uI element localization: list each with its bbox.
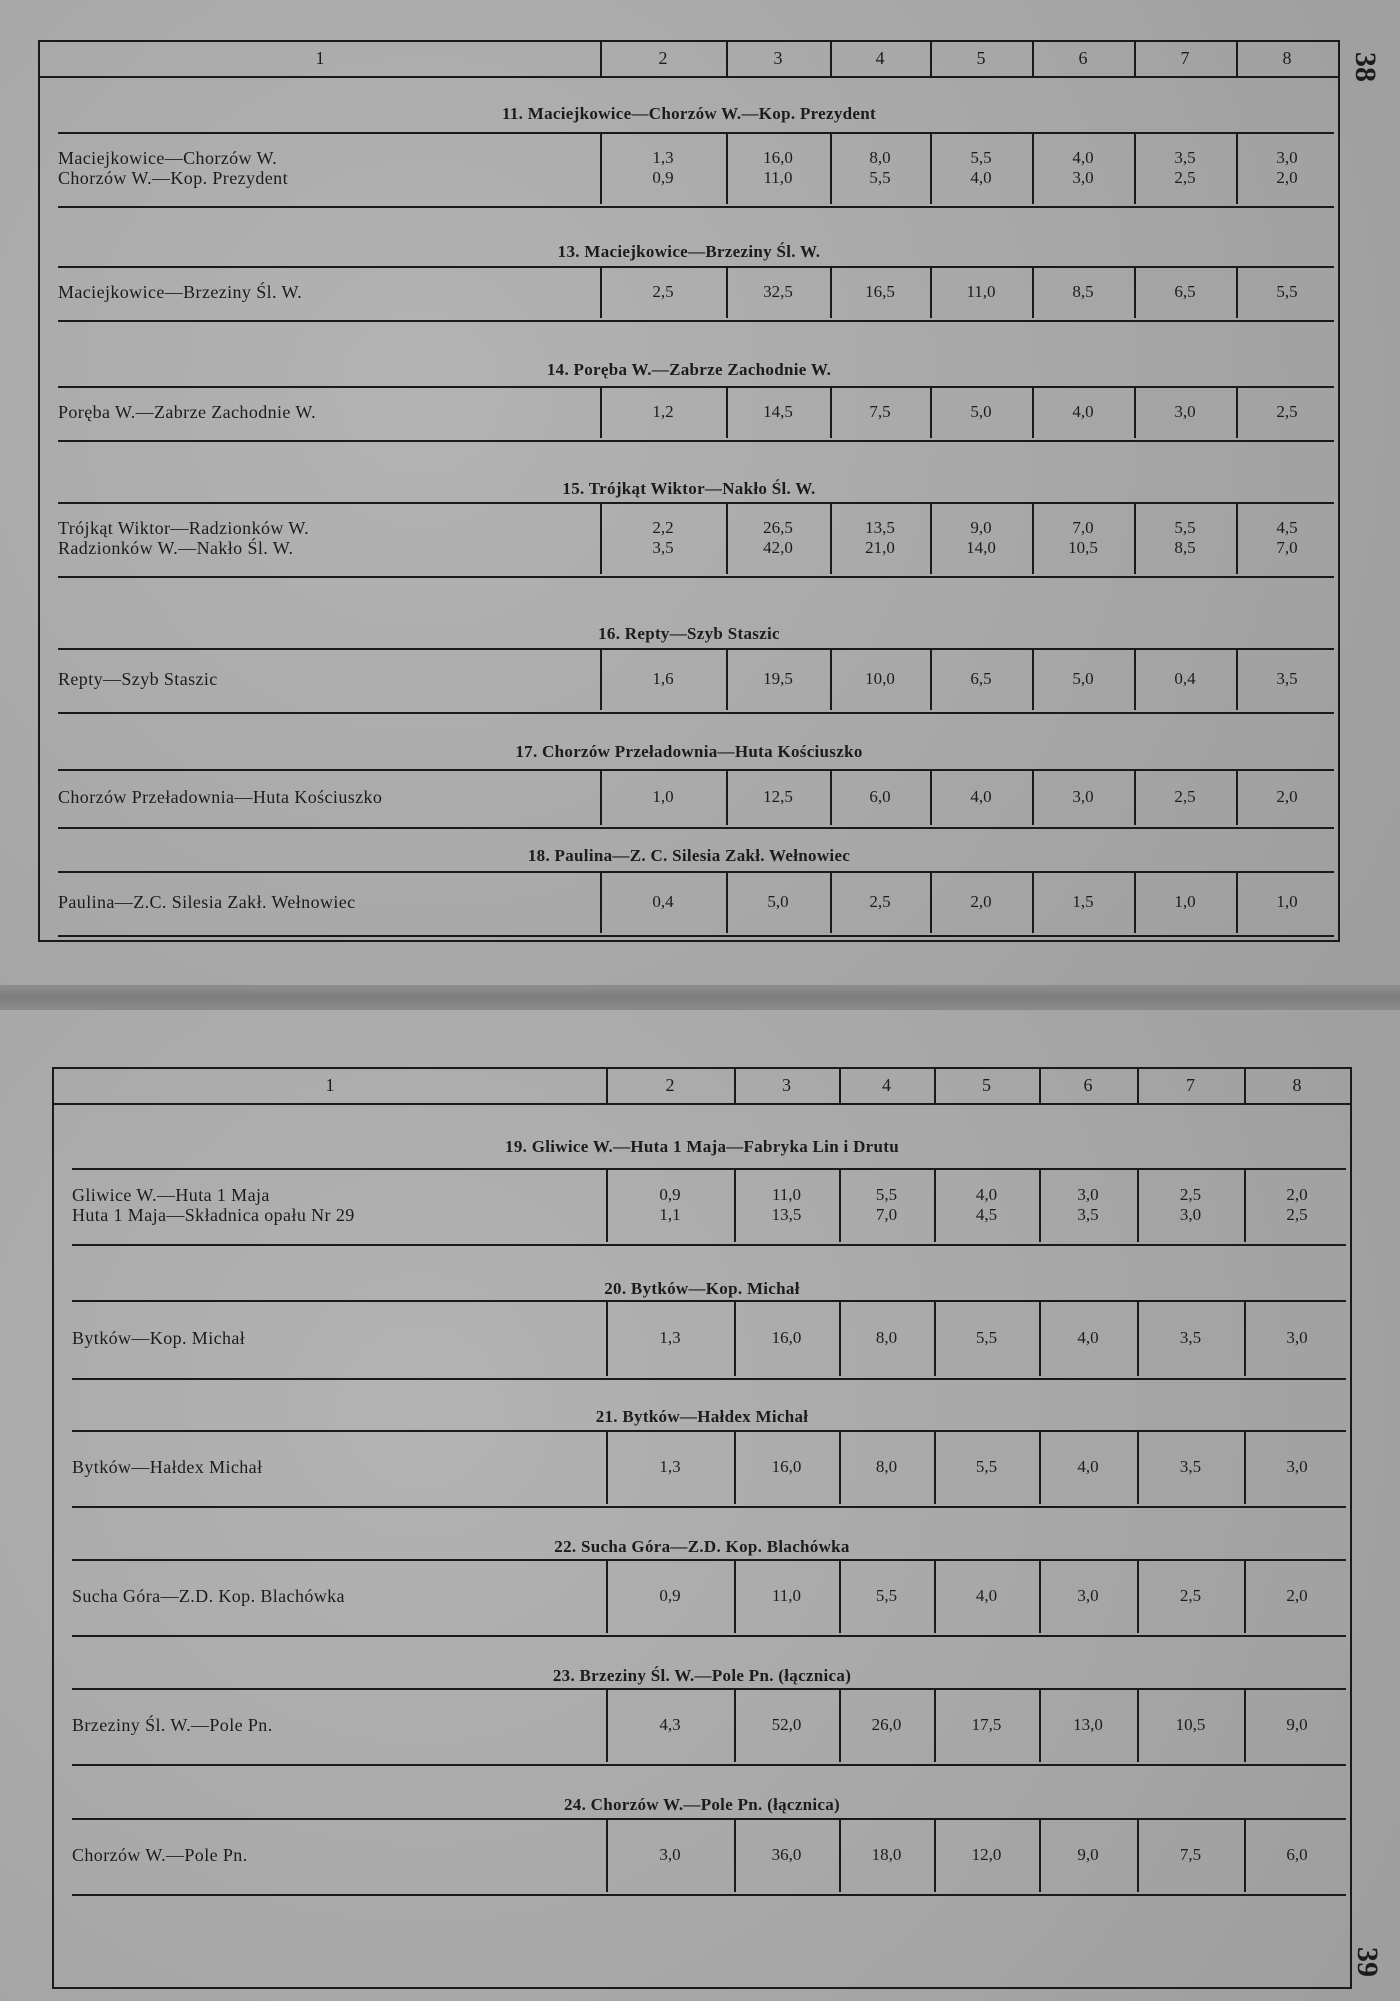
column-divider [734, 1561, 736, 1633]
value-cell-col-7: 10,5 [1175, 1715, 1206, 1734]
value-cell-col-5: 5,5 [970, 148, 992, 167]
value-cell-col-3: 11,0 [771, 1586, 802, 1605]
value-cell-col-7: 7,5 [1179, 1845, 1202, 1864]
section-title: 18. Paulina—Z. C. Silesia Zakł. Wełnowiec [527, 846, 851, 865]
value-cell-col-8: 6,0 [1286, 1845, 1308, 1864]
value-cell-col-7: 2,5 [1174, 168, 1196, 187]
value-cell-col-6: 3,0 [1072, 168, 1094, 187]
column-divider [839, 1302, 841, 1376]
value-cell-col-2: 0,4 [652, 892, 674, 911]
value-cell-col-6: 7,0 [1072, 518, 1094, 537]
column-divider [734, 1690, 736, 1762]
value-cell-col-2: 1,1 [659, 1205, 681, 1224]
row-rule [58, 648, 1334, 650]
route-name: Brzeziny Śl. W.—Pole Pn. [72, 1715, 273, 1735]
column-divider [1244, 1561, 1246, 1633]
value-cell-col-2: 3,0 [659, 1845, 681, 1864]
section-title: 16. Repty—Szyb Staszic [598, 624, 780, 643]
section-title: 11. Maciejkowice—Chorzów W.—Kop. Prezydent [502, 104, 876, 123]
column-divider [606, 1432, 608, 1504]
column-divider [1137, 1432, 1139, 1504]
column-divider [734, 1432, 736, 1504]
column-divider [606, 1170, 608, 1242]
header-divider [1137, 1069, 1139, 1103]
column-divider [1032, 268, 1034, 318]
value-cell-col-7: 1,0 [1174, 892, 1196, 911]
column-divider [1236, 388, 1238, 438]
column-divider [839, 1561, 841, 1633]
value-cell-col-5: 9,0 [970, 518, 992, 537]
route-name: Radzionków W.—Nakło Śl. W. [58, 538, 294, 558]
column-divider [726, 650, 728, 710]
section-title: 19. Gliwice W.—Huta 1 Maja—Fabryka Lin i Drutu [505, 1137, 899, 1156]
value-cell-col-8: 2,5 [1276, 402, 1298, 421]
value-cell-col-8: 3,0 [1276, 148, 1298, 167]
column-header-8: 8 [1292, 1075, 1302, 1095]
section-title: 23. Brzeziny Śl. W.—Pole Pn. (łącznica) [552, 1666, 852, 1685]
column-divider [1032, 134, 1034, 204]
column-divider [1039, 1302, 1041, 1376]
value-cell-col-5: 17,5 [971, 1715, 1002, 1734]
value-cell-col-3: 13,5 [771, 1205, 802, 1224]
column-divider [726, 504, 728, 574]
row-rule [72, 1818, 1346, 1820]
page-38 [0, 0, 1400, 985]
column-divider [600, 504, 602, 574]
value-cell-col-4: 26,0 [871, 1715, 902, 1734]
column-header-6: 6 [1083, 1075, 1093, 1095]
value-cell-col-6: 3,0 [1077, 1586, 1099, 1605]
column-divider [1134, 388, 1136, 438]
value-cell-col-4: 18,0 [871, 1845, 902, 1864]
column-header-row [40, 42, 1338, 78]
column-header-2: 2 [665, 1075, 675, 1095]
value-cell-col-8: 2,0 [1276, 168, 1298, 187]
value-cell-col-5: 4,0 [975, 1586, 998, 1605]
column-divider [830, 268, 832, 318]
value-cell-col-5: 5,5 [975, 1457, 998, 1476]
column-divider [600, 650, 602, 710]
column-divider [1134, 134, 1136, 204]
row-rule [58, 769, 1334, 771]
value-cell-col-3: 14,5 [763, 402, 793, 421]
value-cell-col-5: 6,5 [970, 669, 992, 688]
row-rule [72, 1764, 1346, 1766]
row-rule [72, 1168, 1346, 1170]
column-divider [934, 1302, 936, 1376]
column-divider [830, 873, 832, 933]
value-cell-col-7: 3,5 [1174, 148, 1196, 167]
column-divider [839, 1432, 841, 1504]
value-cell-col-5: 4,5 [975, 1205, 998, 1224]
column-divider [830, 388, 832, 438]
value-cell-col-3: 16,0 [771, 1328, 802, 1347]
row-rule [58, 386, 1334, 388]
value-cell-col-5: 11,0 [966, 282, 996, 301]
column-divider [930, 650, 932, 710]
column-divider [1236, 268, 1238, 318]
value-cell-col-6: 3,5 [1077, 1205, 1099, 1224]
value-cell-col-8: 5,5 [1276, 282, 1298, 301]
column-divider [606, 1820, 608, 1892]
column-divider [1137, 1302, 1139, 1376]
column-header-5: 5 [982, 1075, 991, 1095]
column-divider [726, 771, 728, 825]
value-cell-col-8: 1,0 [1276, 892, 1298, 911]
column-divider [839, 1820, 841, 1892]
value-cell-col-4: 21,0 [865, 538, 895, 557]
column-divider [600, 873, 602, 933]
value-cell-col-7: 3,5 [1179, 1457, 1202, 1476]
column-divider [1137, 1170, 1139, 1242]
value-cell-col-7: 3,0 [1179, 1205, 1202, 1224]
value-cell-col-6: 9,0 [1077, 1845, 1099, 1864]
section-title: 14. Poręba W.—Zabrze Zachodnie W. [546, 360, 832, 379]
column-divider [930, 134, 932, 204]
value-cell-col-5: 5,0 [970, 402, 992, 421]
column-divider [726, 873, 728, 933]
column-divider [1244, 1820, 1246, 1892]
value-cell-col-2: 0,9 [659, 1185, 681, 1204]
column-divider [1244, 1690, 1246, 1762]
value-cell-col-8: 2,0 [1286, 1586, 1308, 1605]
value-cell-col-4: 2,5 [869, 892, 891, 911]
value-cell-col-4: 5,5 [875, 1586, 898, 1605]
column-divider [1236, 650, 1238, 710]
value-cell-col-6: 10,5 [1068, 538, 1098, 557]
value-cell-col-3: 32,5 [763, 282, 793, 301]
column-divider [1137, 1561, 1139, 1633]
value-cell-col-7: 2,5 [1174, 787, 1196, 806]
column-divider [1134, 504, 1136, 574]
header-divider [830, 42, 832, 76]
route-name: Chorzów Przeładownia—Huta Kościuszko [58, 787, 383, 807]
value-cell-col-7: 6,5 [1174, 282, 1196, 301]
column-divider [1244, 1302, 1246, 1376]
row-rule [72, 1559, 1346, 1561]
column-divider [600, 388, 602, 438]
value-cell-col-6: 4,0 [1077, 1328, 1099, 1347]
column-divider [930, 771, 932, 825]
column-divider [1039, 1690, 1041, 1762]
value-cell-col-7: 8,5 [1174, 538, 1196, 557]
column-divider [1244, 1170, 1246, 1242]
value-cell-col-8: 2,0 [1286, 1185, 1308, 1204]
column-divider [934, 1432, 936, 1504]
value-cell-col-2: 0,9 [652, 168, 674, 187]
section-title: 22. Sucha Góra—Z.D. Kop. Blachówka [554, 1537, 850, 1556]
column-divider [600, 134, 602, 204]
column-divider [930, 388, 932, 438]
value-cell-col-2: 1,0 [652, 787, 674, 806]
route-name: Paulina—Z.C. Silesia Zakł. Wełnowiec [58, 892, 356, 912]
value-cell-col-5: 2,0 [970, 892, 992, 911]
value-cell-col-4: 8,0 [869, 148, 891, 167]
section-title: 21. Bytków—Hałdex Michał [595, 1407, 809, 1426]
column-divider [830, 134, 832, 204]
column-header-row [54, 1069, 1350, 1105]
value-cell-col-5: 4,0 [975, 1185, 998, 1204]
row-rule [72, 1378, 1346, 1380]
column-header-4: 4 [875, 48, 885, 68]
value-cell-col-4: 6,0 [869, 787, 891, 806]
header-divider [600, 42, 602, 76]
header-divider [1134, 42, 1136, 76]
value-cell-col-3: 5,0 [767, 892, 789, 911]
column-divider [830, 504, 832, 574]
route-name: Gliwice W.—Huta 1 Maja [72, 1185, 270, 1205]
value-cell-col-2: 1,2 [652, 402, 674, 421]
row-rule [72, 1688, 1346, 1690]
column-divider [839, 1690, 841, 1762]
value-cell-col-4: 13,5 [865, 518, 895, 537]
column-divider [726, 134, 728, 204]
header-divider [1032, 42, 1034, 76]
row-rule [72, 1430, 1346, 1432]
value-cell-col-4: 5,5 [869, 168, 891, 187]
route-name: Poręba W.—Zabrze Zachodnie W. [58, 402, 317, 422]
column-header-6: 6 [1078, 48, 1088, 68]
table-frame-bottom [52, 1067, 1352, 1989]
value-cell-col-3: 26,5 [763, 518, 793, 537]
column-divider [600, 771, 602, 825]
column-divider [726, 268, 728, 318]
header-divider [606, 1069, 608, 1103]
page-39 [0, 1010, 1400, 2001]
header-divider [934, 1069, 936, 1103]
value-cell-col-8: 2,0 [1276, 787, 1298, 806]
value-cell-col-6: 8,5 [1072, 282, 1094, 301]
column-header-5: 5 [976, 48, 986, 68]
column-divider [726, 388, 728, 438]
row-rule [58, 935, 1334, 937]
header-divider [1236, 42, 1238, 76]
value-cell-col-6: 4,0 [1072, 402, 1094, 421]
section-title: 20. Bytków—Kop. Michał [604, 1279, 800, 1298]
route-name: Huta 1 Maja—Składnica opału Nr 29 [72, 1205, 355, 1225]
value-cell-col-5: 14,0 [966, 538, 996, 557]
value-cell-col-4: 7,5 [869, 402, 891, 421]
row-rule [72, 1635, 1346, 1637]
column-divider [606, 1302, 608, 1376]
column-divider [1039, 1820, 1041, 1892]
value-cell-col-7: 3,5 [1179, 1328, 1202, 1347]
value-cell-col-5: 4,0 [970, 168, 992, 187]
column-divider [1137, 1690, 1139, 1762]
column-divider [930, 268, 932, 318]
row-rule [58, 440, 1334, 442]
row-rule [58, 827, 1334, 829]
value-cell-col-6: 3,0 [1072, 787, 1094, 806]
header-divider [726, 42, 728, 76]
column-divider [1134, 771, 1136, 825]
value-cell-col-2: 2,5 [652, 282, 674, 301]
column-divider [934, 1170, 936, 1242]
route-name: Maciejkowice—Chorzów W. [58, 148, 278, 168]
row-rule [58, 712, 1334, 714]
row-rule [58, 320, 1334, 322]
value-cell-col-3: 11,0 [763, 168, 793, 187]
column-divider [930, 504, 932, 574]
value-cell-col-7: 5,5 [1174, 518, 1196, 537]
value-cell-col-3: 16,0 [763, 148, 793, 167]
column-divider [934, 1690, 936, 1762]
column-divider [606, 1561, 608, 1633]
column-divider [1039, 1170, 1041, 1242]
value-cell-col-3: 42,0 [763, 538, 793, 557]
value-cell-col-2: 3,5 [652, 538, 674, 557]
column-divider [1244, 1432, 1246, 1504]
value-cell-col-3: 52,0 [771, 1715, 802, 1734]
route-name: Sucha Góra—Z.D. Kop. Blachówka [72, 1586, 345, 1606]
value-cell-col-6: 1,5 [1072, 892, 1094, 911]
header-divider [1039, 1069, 1041, 1103]
column-header-4: 4 [882, 1075, 891, 1095]
column-divider [1039, 1432, 1041, 1504]
column-divider [734, 1170, 736, 1242]
row-rule [58, 502, 1334, 504]
column-divider [1032, 650, 1034, 710]
value-cell-col-2: 2,2 [652, 518, 674, 537]
route-name: Bytków—Kop. Michał [72, 1328, 246, 1348]
value-cell-col-3: 19,5 [763, 669, 793, 688]
column-divider [1236, 134, 1238, 204]
value-cell-col-6: 4,0 [1077, 1457, 1099, 1476]
column-header-7: 7 [1180, 48, 1190, 68]
column-divider [1236, 771, 1238, 825]
column-divider [1236, 873, 1238, 933]
row-rule [72, 1506, 1346, 1508]
header-divider [734, 1069, 736, 1103]
value-cell-col-5: 12,0 [971, 1845, 1002, 1864]
row-rule [58, 132, 1334, 134]
column-divider [1134, 268, 1136, 318]
value-cell-col-8: 9,0 [1286, 1715, 1308, 1734]
value-cell-col-4: 8,0 [875, 1328, 898, 1347]
row-rule [58, 576, 1334, 578]
route-name: Maciejkowice—Brzeziny Śl. W. [58, 282, 303, 302]
value-cell-col-5: 4,0 [970, 787, 992, 806]
value-cell-col-8: 4,5 [1276, 518, 1298, 537]
value-cell-col-3: 36,0 [771, 1845, 802, 1864]
value-cell-col-2: 1,6 [652, 669, 674, 688]
column-divider [930, 873, 932, 933]
column-divider [1236, 504, 1238, 574]
value-cell-col-2: 1,3 [652, 148, 674, 167]
column-header-3: 3 [782, 1075, 791, 1095]
column-divider [830, 771, 832, 825]
header-divider [1244, 1069, 1246, 1103]
value-cell-col-4: 10,0 [865, 669, 895, 688]
route-name: Repty—Szyb Staszic [58, 669, 218, 689]
column-header-7: 7 [1186, 1075, 1195, 1095]
table-frame-top [38, 40, 1340, 942]
value-cell-col-4: 5,5 [875, 1185, 898, 1204]
row-rule [72, 1894, 1346, 1896]
column-header-1: 1 [325, 1075, 335, 1095]
value-cell-col-6: 3,0 [1077, 1185, 1099, 1204]
column-divider [1134, 650, 1136, 710]
value-cell-col-4: 8,0 [875, 1457, 898, 1476]
value-cell-col-6: 13,0 [1073, 1715, 1103, 1734]
route-name: Chorzów W.—Kop. Prezydent [58, 168, 288, 188]
value-cell-col-7: 3,0 [1174, 402, 1196, 421]
value-cell-col-7: 2,5 [1179, 1185, 1202, 1204]
column-header-8: 8 [1282, 48, 1292, 68]
column-divider [934, 1561, 936, 1633]
header-divider [930, 42, 932, 76]
column-divider [839, 1170, 841, 1242]
value-cell-col-6: 4,0 [1072, 148, 1094, 167]
section-title: 13. Maciejkowice—Brzeziny Śl. W. [557, 242, 821, 261]
value-cell-col-2: 4,3 [659, 1715, 681, 1734]
value-cell-col-2: 0,9 [659, 1586, 681, 1605]
column-divider [1032, 388, 1034, 438]
column-header-3: 3 [773, 48, 783, 68]
value-cell-col-2: 1,3 [659, 1328, 681, 1347]
value-cell-col-7: 0,4 [1174, 669, 1196, 688]
value-cell-col-7: 2,5 [1179, 1586, 1202, 1605]
value-cell-col-8: 2,5 [1286, 1205, 1308, 1224]
row-rule [72, 1244, 1346, 1246]
value-cell-col-3: 16,0 [771, 1457, 802, 1476]
column-divider [734, 1820, 736, 1892]
value-cell-col-2: 1,3 [659, 1457, 681, 1476]
row-rule [58, 266, 1334, 268]
column-divider [934, 1820, 936, 1892]
route-name: Chorzów W.—Pole Pn. [72, 1845, 248, 1865]
value-cell-col-4: 16,5 [865, 282, 895, 301]
column-divider [830, 650, 832, 710]
header-divider [839, 1069, 841, 1103]
section-title: 17. Chorzów Przeładownia—Huta Kościuszko [515, 742, 863, 761]
column-divider [600, 268, 602, 318]
page-number-bottom: 39 [1351, 1947, 1384, 1977]
value-cell-col-4: 7,0 [875, 1205, 898, 1224]
column-divider [606, 1690, 608, 1762]
value-cell-col-8: 3,0 [1286, 1457, 1308, 1476]
value-cell-col-8: 7,0 [1276, 538, 1298, 557]
value-cell-col-8: 3,0 [1286, 1328, 1308, 1347]
value-cell-col-3: 12,5 [763, 787, 793, 806]
row-rule [58, 871, 1334, 873]
route-name: Trójkąt Wiktor—Radzionków W. [58, 518, 309, 538]
value-cell-col-5: 5,5 [975, 1328, 998, 1347]
page-number-top: 38 [1349, 52, 1382, 82]
value-cell-col-3: 11,0 [771, 1185, 802, 1204]
column-divider [1134, 873, 1136, 933]
column-divider [1039, 1561, 1041, 1633]
column-divider [1032, 873, 1034, 933]
value-cell-col-6: 5,0 [1072, 669, 1094, 688]
route-name: Bytków—Hałdex Michał [72, 1457, 263, 1477]
section-title: 15. Trójkąt Wiktor—Nakło Śl. W. [562, 479, 816, 498]
column-divider [734, 1302, 736, 1376]
column-divider [1032, 504, 1034, 574]
column-divider [1032, 771, 1034, 825]
section-title: 24. Chorzów W.—Pole Pn. (łącznica) [563, 1795, 841, 1814]
column-header-1: 1 [315, 48, 325, 68]
column-divider [1137, 1820, 1139, 1892]
row-rule [72, 1300, 1346, 1302]
column-header-2: 2 [658, 48, 668, 68]
row-rule [58, 206, 1334, 208]
value-cell-col-8: 3,5 [1276, 669, 1298, 688]
